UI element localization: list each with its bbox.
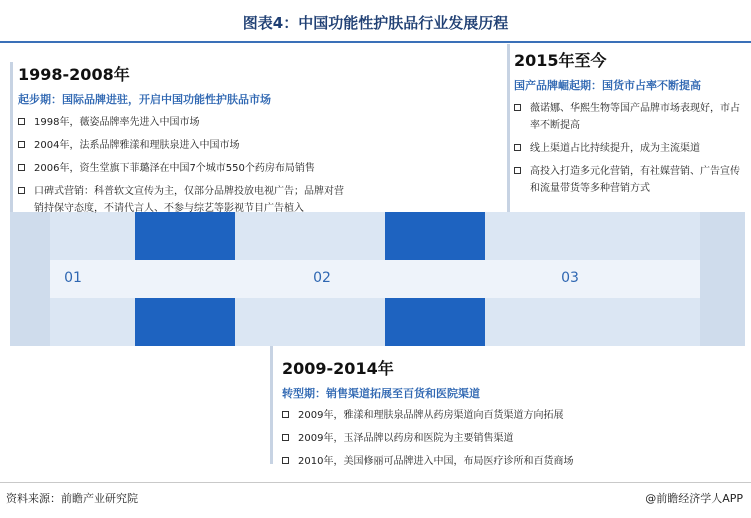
list-item: 薇诺娜、华熙生物等国产品牌市场表现好，市占率不断提高 xyxy=(514,100,746,134)
stage-1 xyxy=(18,62,353,223)
stage-number-2: 02 xyxy=(313,270,331,286)
stage-2 xyxy=(282,356,622,476)
list-item: 2009年，雅漾和理肤泉品牌从药房渠道向百货渠道方向拓展 xyxy=(282,407,622,424)
stage-3-items xyxy=(514,100,746,197)
checkbox-bullet-icon xyxy=(18,141,25,148)
checkbox-bullet-icon xyxy=(18,118,25,125)
band-edge-right xyxy=(700,212,745,346)
list-item: 2009年，玉泽品牌以药房和医院为主要销售渠道 xyxy=(282,430,622,447)
stage-2-phase: 转型期：销售渠道拓展至百货和医院渠道 xyxy=(282,387,480,400)
stage-number-1: 01 xyxy=(64,270,82,286)
stage-number-3: 03 xyxy=(561,270,579,286)
stage-3 xyxy=(514,48,746,203)
list-item: 口碑式营销：科普软文宣传为主，仅部分品牌投放电视广告；品牌对营销持保守态度，不请代言人、不参与综艺等影视节目广告植入 xyxy=(18,183,353,217)
source-note: 资料来源：前瞻产业研究院 xyxy=(6,492,138,505)
band-block-bottom-1 xyxy=(135,298,235,346)
list-item: 2006年，资生堂旗下菲璐泽在中国7个城市550个药房布局销售 xyxy=(18,160,353,177)
checkbox-bullet-icon xyxy=(18,164,25,171)
stage-1-items xyxy=(18,114,353,217)
checkbox-bullet-icon xyxy=(514,144,521,151)
list-item: 1998年，薇姿品牌率先进入中国市场 xyxy=(18,114,353,131)
checkbox-bullet-icon xyxy=(282,434,289,441)
connector-line-2 xyxy=(270,346,273,464)
stage-1-phase: 起步期：国际品牌进驻，开启中国功能性护肤品市场 xyxy=(18,93,271,106)
stage-2-items xyxy=(282,407,622,470)
list-item: 2010年，美国修丽可品牌进入中国，布局医疗诊所和百货商场 xyxy=(282,453,622,470)
checkbox-bullet-icon xyxy=(514,104,521,111)
stage-3-years: 2015年至今 xyxy=(514,51,607,70)
brand-note: @前瞻经济学人APP xyxy=(645,492,743,505)
band-center-strip xyxy=(10,260,745,298)
checkbox-bullet-icon xyxy=(282,457,289,464)
band-block-bottom-2 xyxy=(385,298,485,346)
list-item: 高投入打造多元化营销，有社媒营销、广告宣传和流量带货等多种营销方式 xyxy=(514,163,746,197)
checkbox-bullet-icon xyxy=(514,167,521,174)
stage-2-years: 2009-2014年 xyxy=(282,359,394,378)
connector-line-3 xyxy=(507,44,510,212)
list-item: 线上渠道占比持续提升，成为主流渠道 xyxy=(514,140,746,157)
chart-title: 图表4：中国功能性护肤品行业发展历程 xyxy=(242,14,509,32)
stage-1-years: 1998-2008年 xyxy=(18,65,130,84)
checkbox-bullet-icon xyxy=(282,411,289,418)
stage-3-phase: 国产品牌崛起期：国货市占率不断提高 xyxy=(514,79,701,92)
footer-divider xyxy=(0,482,751,483)
connector-line-1 xyxy=(10,62,13,212)
checkbox-bullet-icon xyxy=(18,187,25,194)
band-block-top-2 xyxy=(385,212,485,260)
list-item: 2004年，法系品牌雅漾和理肤泉进入中国市场 xyxy=(18,137,353,154)
band-edge-left xyxy=(10,212,50,346)
